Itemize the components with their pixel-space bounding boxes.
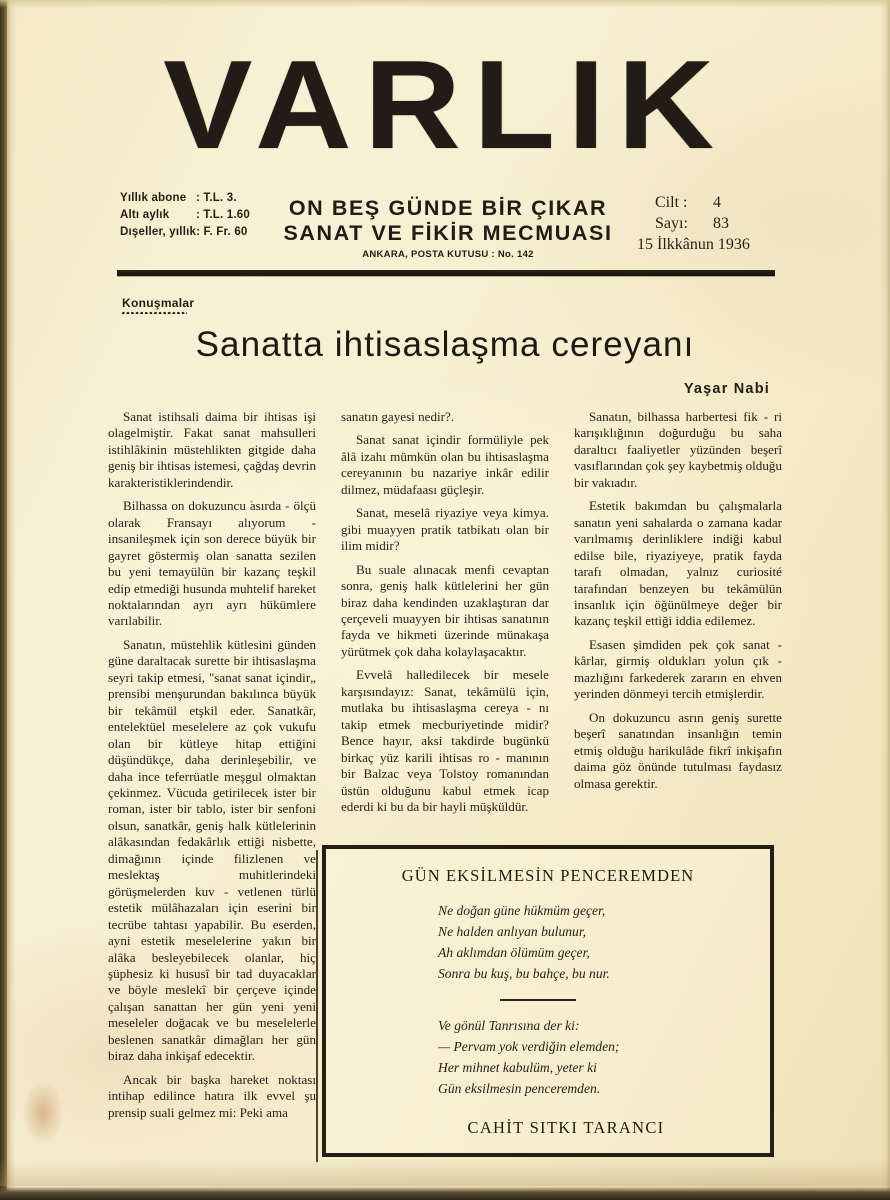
masthead-address: ANKARA, POSTA KUTUSU : No. 142 (362, 249, 534, 260)
masthead-tagline (258, 196, 638, 260)
article-column-2 (341, 409, 549, 815)
paragraph: Sanatın, müstehlik kütlesini günden güne daraltacak surette bir ihtisaslaşma seyri takip etmesi, "sanat sanat içindir„ prensibi menşurundan bakılınca büyük bir tekâmül etşkil eder. Sanatkâr, entelektüel meselelere az çok vukufu olan bir kütleye hitap ettiğini düşündükçe, daha derinleşebilir, ve daha ince teferrüatle meşgul olmaktan çekinmez. Vücuda getirilecek ister bir roman, ister bir tablo, ister bir senfoni olsun, sanatkâr, geniş halk kütlelerinin alâkasından fedakârlık ettiği nisbette, dimağının içinde filizlenen ve meslektaş muhitlerindeki görüşmelerden kuv - vetlenen türlü estetik mülâhazaları için eserini bir tecrübe tahtası yapabilir. Bu eserden, ayni estetik meselelerine yakın bir alâka besleyebilecek olanlar, hiç şüphesiz ki hususî bir tad duyacaklar ve böyle meslekî bir çerçeve içinde çalışan sanattan her gün yeni yeni meseleler doğacak ve bu meselelerle beslenen sanatkâr dimağları her gün biraz daha inkişaf edecektir. (108, 636, 316, 1064)
tagline-line-2: SANAT VE FİKİR MECMUASI (283, 221, 613, 245)
subscription-row-foreign (120, 224, 250, 241)
poem-line: — Pervam yok verdiğin elemden; (438, 1038, 620, 1054)
subscription-info (120, 190, 250, 241)
scan-edge-right (880, 0, 890, 1200)
scan-edge-bottom-soft (0, 1160, 890, 1186)
poem-title: GÜN EKSİLMESİN PENCEREMDEN (401, 866, 695, 885)
issue-volume-label: Cilt : (655, 194, 688, 211)
paper-speck (250, 500, 253, 503)
issue-volume-row (655, 192, 750, 213)
masthead-title: VARLIK (163, 34, 727, 175)
kicker-dotted-underline (121, 311, 187, 314)
poem-line: Her mihnet kabulüm, yeter ki (438, 1059, 597, 1075)
subscription-foreign-value: : F. Fr. 60 (196, 226, 248, 238)
paper-speck (640, 760, 642, 762)
paragraph: Sanat, meselâ riyaziye veya kimya. gibi muayyen pratik tatbikatı olan bir ilim midir? (341, 505, 549, 554)
paragraph: Sanat sanat içindir formüliyle pek âlâ izahı mümkün olan bu ihtisaslaşma cereyanının bu nazariye inkâr edilir dilmez, müdafaası güçleşir. (341, 432, 549, 497)
subscription-yearly-label: Yıllık abone (120, 192, 187, 204)
paragraph: Evvelâ halledilecek bir mesele karşısındayız: Sanat, tekâmülü için, mutlaka bu ihtisaslaşma cereya - nı takip etmek mecburiyetinde midir? Bence hayır, aksi takdirde bugünkü birkaç yüz karili ihtisas ro - manının bir Balzac veya Tolstoy romanından üstün olduğunu kabul etmek icap ederdi ki bu da bir hayli müşküldür. (341, 667, 549, 814)
article-byline: Yaşar Nabi (683, 381, 770, 397)
poem-stanza-divider (500, 999, 576, 1001)
subscription-row-halfyear (120, 207, 250, 224)
paragraph: Sanat istihsali daima bir ihtisas işi olagelmiştir. Fakat sanat mahsulleri istihlâkinin müstehlikten gitgide daha geniş bir ihtisas istemesi, çağdaş devrin karakteristiklerindendir. (108, 409, 316, 490)
poem-line: Sonra bu kuş, bu bahçe, bu nur. (438, 966, 610, 981)
issue-number-label: Sayı: (655, 215, 688, 232)
column-divider-rule (316, 850, 318, 1162)
poem-line: Ne doğan güne hükmüm geçer, (438, 903, 606, 918)
poem-line: Gün eksilmesin penceremden. (438, 1080, 601, 1096)
masthead-divider-rule (117, 270, 775, 276)
poem-author: CAHİT SITKI TARANCI (467, 1117, 665, 1137)
article-column-1 (108, 409, 316, 1121)
poem-box (322, 845, 774, 1157)
paragraph: Esasen şimdiden pek çok sanat - kârlar, girmiş oldukları yolun çık - mazlığını farkederek zararın en ehven yerinden dönmeyi tercih etmişlerdir. (574, 636, 782, 702)
paragraph: Ancak bir başka hareket noktası intihap edilince hatıra ilk evvel şu prensip suali gelmez mi: Peki ama (108, 1071, 316, 1120)
scan-edge-bottom (0, 1186, 890, 1200)
issue-number-value: 83 (713, 215, 729, 232)
paragraph: On dokuzuncu asrın geniş surette beşerî sanatından insanlığın temin etmiş olduğu harikulâde fikrî inkişafın daima göz önünde tutulması faydasız olmasa gerektir. (574, 709, 782, 791)
paragraph: Bu suale alınacak menfi cevaptan sonra, geniş halk kütlelerini her gün biraz daha kendinden uzaklaştıran dar çerçeveli muayyen bir ihtisas sanatının fayda ve hikmeti üzerinde münakaşa yürütmek çok daha kolaylaşacaktır. (341, 561, 549, 659)
issue-info (637, 192, 750, 255)
paragraph: Bilhassa on dokuzuncu asırda - ölçü olarak Fransayı alıyorum - insanileşmek için son derece büyük bir gayret göstermiş olan sanatta sezilen bu yeni temayülün bir kazanç teşkil edip etmediği husunda muhtelif hareket noktalarından ayrı ayrı hükümlere varılabilir. (108, 498, 316, 629)
paragraph: Sanatın, bilhassa harbertesi fik - ri karışıklığının doğurduğu bu saha daraltıcı faaliyetler yüzünden beşerî vasıflarından çok şey kaybetmiş olduğu bir vakıadır. (574, 409, 782, 490)
subscription-foreign-label: Dışeller, yıllık (120, 226, 197, 238)
tagline-line-1: ON BEŞ GÜNDE BİR ÇIKAR (288, 196, 608, 220)
scan-edge-top (0, 0, 890, 8)
issue-number-row (655, 213, 750, 234)
poem-stanza-1 (326, 900, 770, 984)
article-kicker: Konuşmalar (122, 296, 195, 310)
poem-stanza-2 (326, 1015, 770, 1099)
page-title: Sanatta ihtisaslaşma cereyanı (195, 325, 695, 364)
issue-date: 15 İlkkânun 1936 (637, 236, 750, 253)
paragraph: sanatın gayesi nedir?. (341, 409, 455, 424)
subscription-yearly-value: : T.L. 3. (196, 192, 237, 204)
subscription-halfyear-label: Altı aylık (120, 209, 170, 221)
poem-line: Ah aklımdan ölümüm geçer, (438, 945, 590, 960)
subscription-halfyear-value: : T.L. 1.60 (196, 209, 250, 221)
poem-line: Ve gönül Tanrısına der ki: (438, 1017, 580, 1033)
subscription-row-yearly (120, 190, 250, 207)
poem-line: Ne halden anlıyan bulunur, (438, 924, 587, 939)
paper-speck (430, 620, 432, 622)
paper-stain (22, 1081, 64, 1145)
scan-edge-left-dark (0, 0, 7, 1200)
paragraph: Estetik bakımdan bu çalışmalarla sanatın yeni sahalarda o zamana kadar varılmamış derinliklere indiği kabul edilse bile, riyaziyeye, pratik fayda tarafı olmadan, yalnız curiosité tarafından benzeyen bu tekâmülün insanlık için öğünülmeye değer bir kazanç teşkil ettiği iddia edilemez. (574, 498, 782, 629)
issue-volume-value: 4 (713, 194, 721, 211)
article-column-3 (574, 409, 782, 792)
